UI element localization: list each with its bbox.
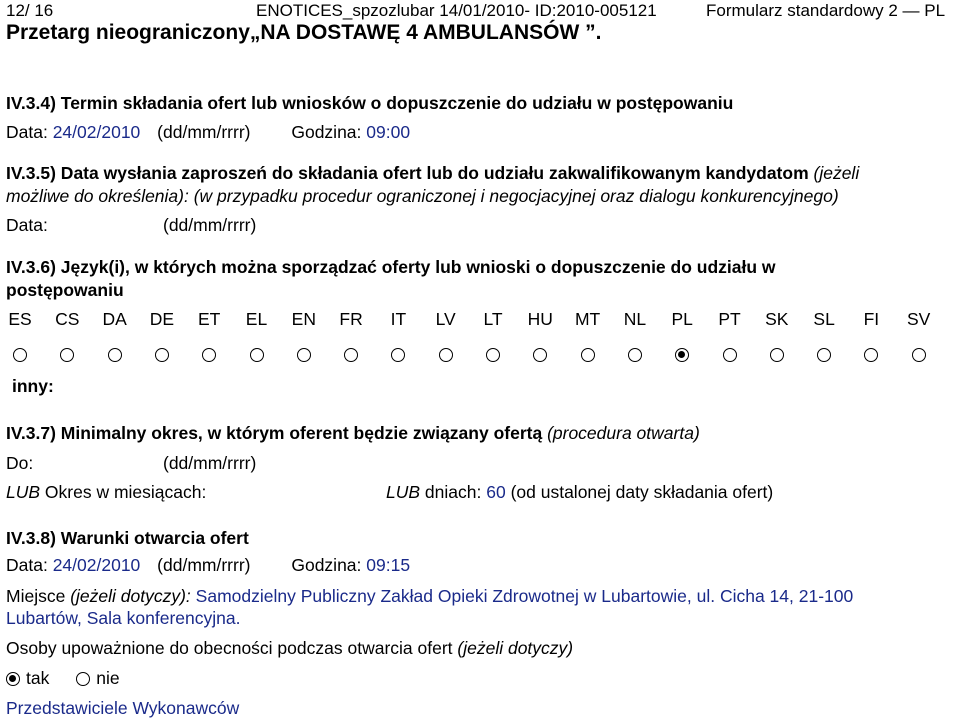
language-code: PT [718,309,741,329]
language-code: SK [765,309,789,329]
language-code: EN [291,309,316,329]
iv35-heading-tail: (jeżeli [813,163,860,183]
language-radio-de[interactable] [155,348,169,362]
days-suffix: (od ustalonej daty składania ofert) [510,482,774,502]
language-option-fr [329,308,373,362]
lub-label: LUB [6,482,41,502]
date-label: Data: [6,122,48,142]
section-iv35-heading [6,162,859,184]
iv35-line2: możliwe do określenia): (w przypadku procedur ograniczonej i negocjacyjnej oraz dialogu konkurencyjnego) [6,186,839,206]
other-language-label: inny: [12,376,54,396]
language-option-sv [897,308,941,362]
language-code: NL [623,309,647,329]
page-title: Przetarg nieograniczony„NA DOSTAWĘ 4 AMBULANSÓW ”. [6,21,602,44]
language-radio-lv[interactable] [439,348,453,362]
do-label: Do: [6,453,34,473]
iv34-date-row [6,121,410,143]
language-radio-nl[interactable] [628,348,642,362]
language-code: DE [149,309,175,329]
language-option-cs [45,308,89,362]
language-radio-pl[interactable] [675,348,689,362]
language-code: IT [390,309,407,329]
language-options [0,308,960,368]
language-code: LV [435,309,456,329]
language-radio-et[interactable] [202,348,216,362]
section-iv34-heading: IV.3.4) Termin składania ofert lub wniosków o dopuszczenie do udziału w postępowaniu [6,93,734,113]
language-option-fi [849,308,893,362]
language-option-nl [613,308,657,362]
notice-id: ENOTICES_spzozlubar 14/01/2010- ID:2010-005121 [256,1,657,20]
date-format: (dd/mm/rrrr) [163,215,257,235]
date-format: (dd/mm/rrrr) [157,555,251,575]
language-option-lv [424,308,468,362]
page-number: 12/ 16 [6,1,54,20]
iv38-date-row [6,554,410,576]
persons-yes-no [6,667,120,689]
language-option-it [376,308,420,362]
section-iv37-heading [6,422,700,444]
date-value: 24/02/2010 [52,555,141,575]
no-radio[interactable] [76,672,90,686]
language-option-sk [755,308,799,362]
language-code: SV [907,309,931,329]
language-code: FR [339,309,363,329]
days-label: dniach: [424,482,482,502]
language-code: DA [102,309,127,329]
language-radio-el[interactable] [250,348,264,362]
language-radio-it[interactable] [391,348,405,362]
language-option-de [140,308,184,362]
lub-label: LUB [386,482,421,502]
date-label: Data: [6,215,48,235]
iv37-heading-tail: (procedura otwarta) [547,423,700,443]
language-option-pl [660,308,704,362]
date-format: (dd/mm/rrrr) [157,122,251,142]
persons-qualifier: (jeżeli dotyczy) [457,638,574,658]
yes-radio[interactable] [6,672,20,686]
language-radio-en[interactable] [297,348,311,362]
language-radio-es[interactable] [13,348,27,362]
language-code: PL [671,309,693,329]
date-label: Data: [6,555,48,575]
language-radio-sk[interactable] [770,348,784,362]
place-label: Miejsce [6,586,66,606]
language-radio-sv[interactable] [912,348,926,362]
place-qualifier: (jeżeli dotyczy): [70,586,191,606]
language-option-da [93,308,137,362]
months-label: Okres w miesiącach: [44,482,207,502]
time-value: 09:00 [366,122,411,142]
place-value: Samodzielny Publiczny Zakład Opieki Zdrowotnej w Lubartowie, ul. Cicha 14, 21-100 [195,586,854,606]
language-code: CS [55,309,80,329]
language-code: FI [863,309,880,329]
language-radio-da[interactable] [108,348,122,362]
language-option-sl [802,308,846,362]
language-code: EL [245,309,268,329]
language-code: HU [527,309,553,329]
language-code: SL [813,309,835,329]
language-radio-hu[interactable] [533,348,547,362]
iv38-place-row [6,585,853,607]
language-option-mt [566,308,610,362]
time-value: 09:15 [366,555,411,575]
language-code: MT [574,309,601,329]
iv35-heading-text: IV.3.5) Data wysłania zaproszeń do składania ofert lub do udziału zakwalifikowanym kandydatom [6,163,809,183]
language-radio-mt[interactable] [581,348,595,362]
language-option-pt [708,308,752,362]
date-value: 24/02/2010 [52,122,141,142]
language-code: ET [198,309,221,329]
days-value: 60 [486,482,506,502]
language-radio-cs[interactable] [60,348,74,362]
yes-label: tak [26,668,50,688]
language-option-hu [518,308,562,362]
form-name: Formularz standardowy 2 — PL [706,1,946,20]
language-code: ES [8,309,32,329]
iv38-persons-row [6,637,573,659]
time-label: Godzina: [291,122,362,142]
language-option-el [235,308,279,362]
language-radio-fr[interactable] [344,348,358,362]
place-value-cont: Lubartów, Sala konferencyjna. [6,608,241,628]
iv37-months-row [6,481,206,503]
iv37-heading-text: IV.3.7) Minimalny okres, w którym oferent będzie związany ofertą [6,423,543,443]
section-iv36-heading-1: IV.3.6) Język(i), w których można sporządzać oferty lub wnioski o dopuszczenie do udziału w [6,257,776,277]
language-radio-pt[interactable] [723,348,737,362]
language-code: LT [483,309,503,329]
time-label: Godzina: [291,555,362,575]
language-radio-fi[interactable] [864,348,878,362]
language-option-es [0,308,42,362]
iv35-date-row [6,214,257,236]
language-option-lt [471,308,515,362]
language-option-et [187,308,231,362]
representatives-value: Przedstawiciele Wykonawców [6,698,240,718]
section-iv36-heading-2: postępowaniu [6,280,124,300]
date-format: (dd/mm/rrrr) [163,453,257,473]
section-iv38-heading: IV.3.8) Warunki otwarcia ofert [6,528,249,548]
language-radio-sl[interactable] [817,348,831,362]
persons-label: Osoby upoważnione do obecności podczas otwarcia ofert [6,638,453,658]
no-label: nie [96,668,120,688]
iv37-do-row [6,452,257,474]
language-radio-lt[interactable] [486,348,500,362]
iv37-days-row [386,481,773,503]
language-option-en [282,308,326,362]
